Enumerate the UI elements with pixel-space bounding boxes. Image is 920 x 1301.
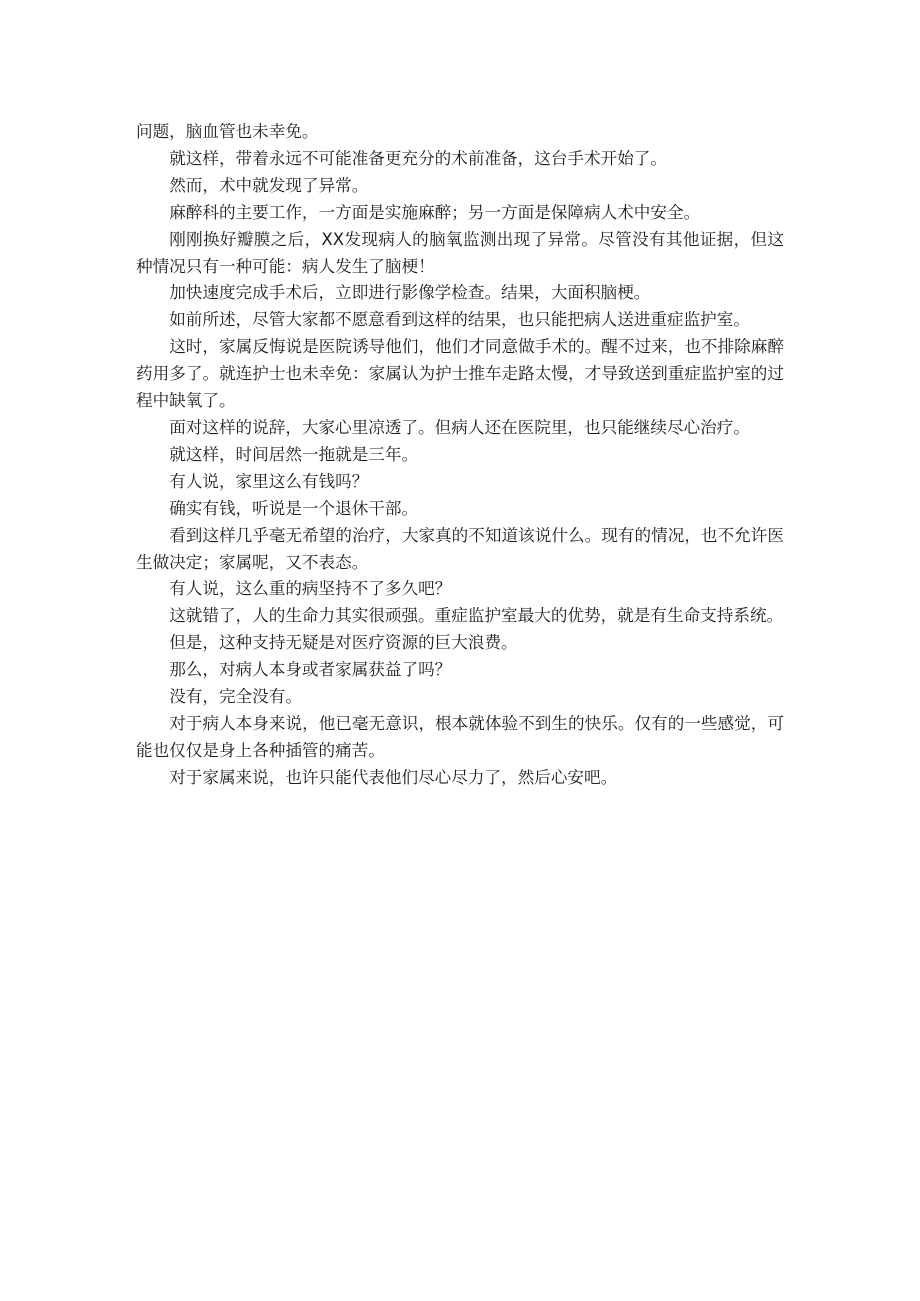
paragraph: 对于家属来说，也许只能代表他们尽心尽力了，然后心安吧。 [169, 767, 618, 787]
paragraph: 这就错了，人的生命力其实很顽强。重症监护室最大的优势，就是有生命支持系统。 [169, 606, 784, 626]
paragraph: 麻醉科的主要工作，一方面是实施麻醉；另一方面是保障病人术中安全。 [169, 202, 701, 222]
paragraph: 就这样，带着永远不可能准备更充分的术前准备，这台手术开始了。 [169, 148, 667, 168]
paragraph: 没有，完全没有。 [169, 687, 302, 707]
paragraph: 然而，术中就发现了异常。 [169, 175, 369, 195]
paragraph: 就这样，时间居然一拖就是三年。 [169, 444, 419, 464]
paragraph: 确实有钱，听说是一个退休干部。 [169, 498, 419, 518]
paragraph: 看到这样几乎毫无希望的治疗，大家真的不知道该说什么。现有的情况，也不允许医生做决定；家属呢，又不表态。 [136, 525, 784, 572]
paragraph: 加快速度完成手术后，立即进行影像学检查。结果，大面积脑梗。 [169, 283, 651, 303]
paragraph: 如前所述，尽管大家都不愿意看到这样的结果，也只能把病人送进重症监护室。 [169, 310, 750, 330]
paragraph: 面对这样的说辞，大家心里凉透了。但病人还在医院里，也只能继续尽心治疗。 [169, 417, 750, 437]
paragraph: 问题，脑血管也未幸免。 [136, 122, 319, 141]
paragraph: 这时，家属反悔说是医院诱导他们，他们才同意做手术的。醒不过来，也不排除麻醉药用多了。就连护士也未幸免：家属认为护士推车走路太慢，才导致送到重症监护室的过程中缺氧了。 [136, 337, 784, 411]
paragraph: 有人说，家里这么有钱吗？ [169, 471, 369, 491]
paragraph: 对于病人本身来说，他已毫无意识，根本就体验不到生的快乐。仅有的一些感觉，可能也仅仅是身上各种插管的痛苦。 [136, 713, 784, 760]
paragraph: 但是，这种支持无疑是对医疗资源的巨大浪费。 [169, 633, 518, 653]
paragraph: 那么，对病人本身或者家属获益了吗？ [169, 660, 452, 680]
paragraph: 有人说，这么重的病坚持不了多久吧？ [169, 579, 452, 599]
paragraph: 刚刚换好瓣膜之后，XX发现病人的脑氧监测出现了异常。尽管没有其他证据，但这种情况只有一种可能：病人发生了脑梗！ [136, 229, 784, 276]
document-body [136, 119, 784, 792]
